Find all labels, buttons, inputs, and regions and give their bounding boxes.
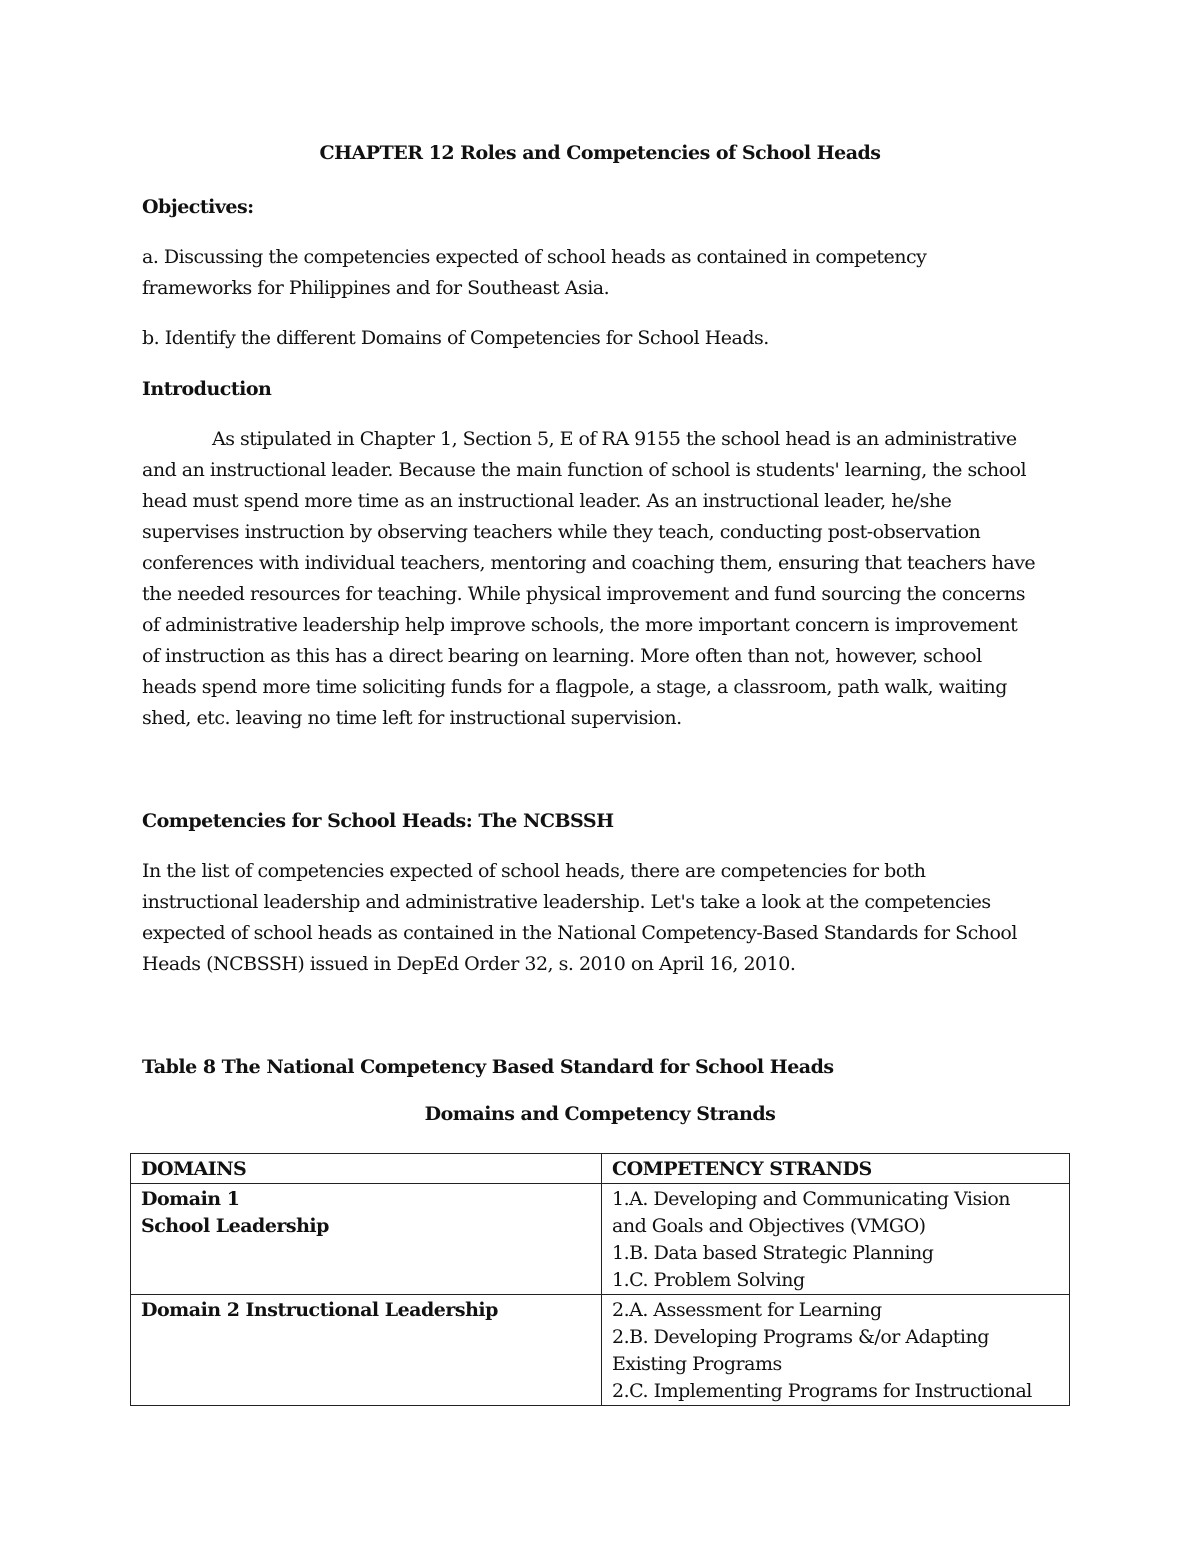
domain-cell	[131, 1184, 602, 1295]
strands-cell	[602, 1295, 1070, 1406]
table-row	[131, 1295, 1070, 1406]
strand-item: 1.B. Data based Strategic Planning	[612, 1242, 934, 1264]
strand-item: and Goals and Objectives (VMGO)	[612, 1215, 926, 1237]
header-competency-strands: COMPETENCY STRANDS	[602, 1154, 1070, 1184]
intro-line: the needed resources for teaching. While physical improvement and fund sourcing the concerns	[142, 583, 1025, 605]
table-subtitle: Domains and Competency Strands	[424, 1103, 776, 1125]
intro-line: heads spend more time soliciting funds for a flagpole, a stage, a classroom, path walk, waiting	[142, 676, 1007, 698]
ncbssh-line: instructional leadership and administrative leadership. Let's take a look at the competencies	[142, 891, 991, 913]
objective-a-line-2: frameworks for Philippines and for Southeast Asia.	[142, 277, 610, 299]
ncbssh-line: expected of school heads as contained in the National Competency-Based Standards for School	[142, 922, 1017, 944]
introduction-heading: Introduction	[142, 378, 272, 400]
table-header-row	[131, 1154, 1070, 1184]
intro-line: As stipulated in Chapter 1, Section 5, E of RA 9155 the school head is an administrative	[212, 428, 1017, 450]
domain-name: School Leadership	[141, 1215, 329, 1237]
intro-line: conferences with individual teachers, mentoring and coaching them, ensuring that teachers have	[142, 552, 1036, 574]
intro-line: and an instructional leader. Because the main function of school is students' learning, the school	[142, 459, 1027, 481]
domain-number: Domain 1	[141, 1188, 240, 1210]
table-caption: Table 8 The National Competency Based Standard for School Heads	[142, 1056, 834, 1078]
objective-a-line-1: a. Discussing the competencies expected of school heads as contained in competency	[142, 246, 927, 268]
intro-line: supervises instruction by observing teachers while they teach, conducting post-observation	[142, 521, 981, 543]
introduction-paragraph	[142, 424, 1062, 734]
strand-item: 2.B. Developing Programs &/or Adapting	[612, 1326, 989, 1348]
objective-b: b. Identify the different Domains of Competencies for School Heads.	[142, 327, 769, 349]
intro-line: shed, etc. leaving no time left for instructional supervision.	[142, 707, 682, 729]
strand-item: Existing Programs	[612, 1353, 782, 1375]
domains-table	[130, 1153, 1070, 1406]
intro-line: of instruction as this has a direct bearing on learning. More often than not, however, school	[142, 645, 982, 667]
strand-item: 1.C. Problem Solving	[612, 1269, 805, 1291]
strand-item: 2.C. Implementing Programs for Instructional	[612, 1380, 1032, 1402]
ncbssh-heading: Competencies for School Heads: The NCBSSH	[142, 810, 614, 832]
table-row	[131, 1184, 1070, 1295]
ncbssh-line: In the list of competencies expected of school heads, there are competencies for both	[142, 860, 926, 882]
ncbssh-paragraph	[142, 856, 1062, 980]
intro-line: of administrative leadership help improve schools, the more important concern is improvement	[142, 614, 1018, 636]
objectives-heading: Objectives:	[142, 196, 254, 218]
strand-item: 2.A. Assessment for Learning	[612, 1299, 882, 1321]
strands-cell	[602, 1184, 1070, 1295]
ncbssh-line: Heads (NCBSSH) issued in DepEd Order 32, s. 2010 on April 16, 2010.	[142, 953, 796, 975]
header-domains: DOMAINS	[131, 1154, 602, 1184]
strand-item: 1.A. Developing and Communicating Vision	[612, 1188, 1010, 1210]
domain-name: Domain 2 Instructional Leadership	[141, 1299, 498, 1321]
domain-cell	[131, 1295, 602, 1406]
chapter-title: CHAPTER 12 Roles and Competencies of School Heads	[319, 142, 881, 164]
intro-line: head must spend more time as an instructional leader. As an instructional leader, he/she	[142, 490, 952, 512]
